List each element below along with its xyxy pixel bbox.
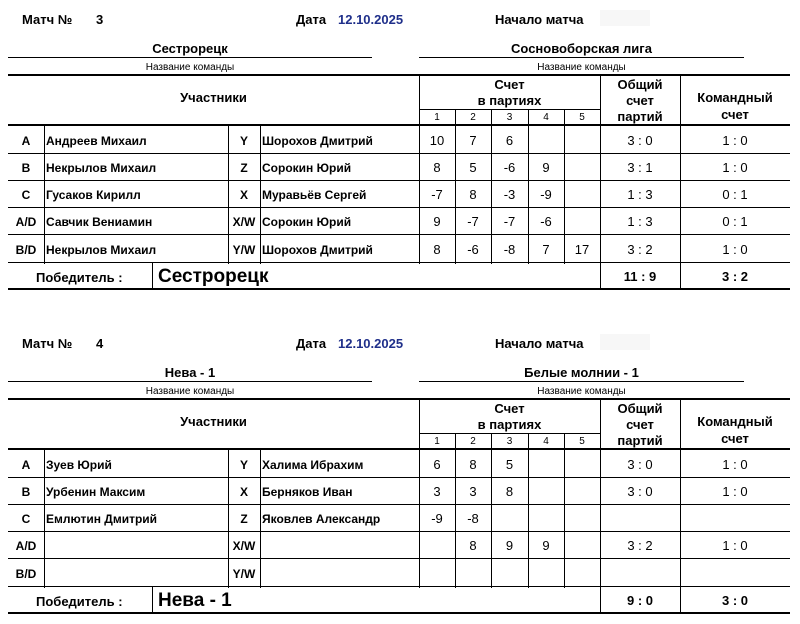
total-sets-score: 1 : 3: [627, 187, 653, 202]
match-number: 3: [96, 12, 104, 27]
left-player-letter: A/D: [15, 214, 37, 229]
set-score-5: [564, 478, 600, 505]
right-player-name: [260, 560, 419, 587]
team-point-score: 1 : 0: [722, 242, 748, 257]
table-rule: [491, 433, 492, 588]
total-sets-score: 3 : 2: [627, 242, 653, 257]
table-rule: [8, 612, 790, 614]
team-point-score: 0 : 1: [722, 214, 748, 229]
table-rule: [8, 234, 790, 235]
team-score-header-line2: счет: [721, 107, 749, 122]
total-header-line3: партий: [617, 433, 663, 448]
left-player-name: Некрылов Михаил: [46, 160, 157, 175]
table-rule: [8, 124, 790, 126]
right-player-letter: X: [239, 187, 248, 202]
set-number-4: 4: [543, 435, 549, 447]
set-score-2: 5: [469, 160, 477, 175]
left-player-letter: A: [21, 133, 31, 148]
set-number-2: 2: [470, 435, 476, 447]
team-score-header-line1: Командный: [697, 414, 773, 429]
table-rule: [152, 587, 153, 612]
table-rule: [455, 109, 456, 264]
start-time-field[interactable]: [600, 334, 650, 350]
team-point-score: 1 : 0: [722, 133, 748, 148]
total-sets-score: 1 : 3: [627, 214, 653, 229]
table-rule: [419, 398, 420, 588]
set-score-1: 8: [433, 242, 441, 257]
right-player-name: Берняков Иван: [262, 484, 353, 499]
team-point-score: 1 : 0: [722, 457, 748, 472]
team-right-name: Белые молнии - 1: [524, 365, 639, 380]
table-rule: [8, 381, 372, 382]
table-rule: [600, 398, 601, 612]
left-player-name: Гусаков Кирилл: [46, 187, 141, 202]
right-player-name: Шорохов Дмитрий: [262, 242, 373, 257]
set-score-1: [419, 560, 455, 587]
set-score-2: -8: [467, 511, 479, 526]
set-score-3: -3: [503, 187, 516, 202]
total-sets-score: 3 : 0: [627, 457, 653, 472]
left-player-letter: A/D: [15, 538, 37, 553]
team-point-score: [680, 560, 790, 587]
left-player-name: Некрылов Михаил: [46, 242, 157, 257]
sets-header-line2: в партиях: [477, 417, 542, 432]
right-player-name: Шорохов Дмитрий: [262, 133, 373, 148]
sets-header-line2: в партиях: [477, 93, 542, 108]
set-score-2: -7: [467, 214, 479, 229]
set-score-4: -9: [540, 187, 552, 202]
set-score-4: [528, 505, 564, 532]
right-player-name: Халима Ибрахим: [262, 457, 364, 472]
right-player-letter: Y/W: [232, 242, 256, 257]
table-rule: [8, 398, 790, 400]
set-score-3: 6: [505, 133, 514, 148]
table-rule: [44, 448, 45, 588]
right-player-letter: Y: [239, 133, 248, 148]
team-right-caption: Название команды: [537, 386, 626, 397]
winner-name: Сестрорецк: [158, 266, 269, 287]
left-player-letter: B/D: [15, 242, 37, 257]
set-score-5: [564, 154, 600, 181]
left-player-name: Андреев Михаил: [46, 133, 147, 148]
right-player-name: Сорокин Юрий: [262, 214, 352, 229]
set-score-2: 7: [469, 133, 477, 148]
winner-total-team: 3 : 2: [721, 268, 748, 284]
winner-label: Победитель :: [36, 270, 123, 285]
left-player-letter: A: [21, 457, 31, 472]
right-player-letter: Y: [239, 457, 248, 472]
team-right-caption: Название команды: [537, 62, 626, 73]
date-label: Дата: [296, 336, 327, 351]
set-score-3: -8: [503, 242, 516, 257]
left-player-letter: B/D: [15, 566, 37, 581]
set-score-1: 3: [433, 484, 441, 499]
right-player-letter: X: [239, 484, 248, 499]
set-score-3: [491, 505, 528, 532]
table-rule: [419, 74, 420, 264]
set-score-4: [528, 451, 564, 478]
match-number-label: Матч №: [22, 336, 73, 351]
team-right-name: Сосновоборская лига: [511, 41, 652, 56]
total-header-line3: партий: [617, 109, 663, 124]
start-time-field[interactable]: [600, 10, 650, 26]
table-rule: [564, 109, 565, 264]
set-number-3: 3: [506, 435, 513, 447]
set-score-1: -9: [431, 511, 443, 526]
match-block-3: [0, 0, 800, 300]
table-rule: [528, 109, 529, 264]
team-left-caption: Название команды: [145, 62, 235, 73]
table-rule: [680, 398, 681, 612]
winner-total-team: 3 : 0: [721, 592, 748, 608]
set-score-5: 17: [574, 242, 590, 257]
set-number-5: 5: [579, 435, 585, 447]
left-player-name: [44, 532, 228, 559]
set-score-3: 5: [505, 457, 514, 472]
left-player-name: [44, 560, 228, 587]
set-number-2: 2: [470, 111, 476, 123]
set-score-2: -6: [467, 242, 479, 257]
left-player-name: Савчик Вениамин: [46, 214, 153, 229]
table-rule: [228, 448, 229, 588]
set-score-2: 8: [469, 538, 477, 553]
total-sets-score: 3 : 0: [627, 484, 653, 499]
team-left-caption: Название команды: [145, 386, 235, 397]
set-score-2: 8: [469, 187, 477, 202]
total-sets-score: 3 : 1: [627, 160, 653, 175]
table-rule: [491, 109, 492, 264]
team-point-score: [680, 505, 790, 532]
set-score-1: [419, 532, 455, 559]
set-score-5: [564, 532, 600, 559]
right-player-letter: Y/W: [232, 566, 256, 581]
left-player-letter: C: [21, 187, 31, 202]
team-score-header-line1: Командный: [697, 90, 773, 105]
total-header-line1: Общий: [617, 401, 663, 416]
set-score-3: -6: [503, 160, 516, 175]
total-sets-score: 3 : 2: [627, 538, 653, 553]
set-number-3: 3: [506, 111, 513, 123]
right-player-letter: Z: [240, 511, 248, 526]
set-score-4: [528, 127, 564, 154]
table-rule: [8, 448, 790, 450]
team-point-score: 0 : 1: [722, 187, 748, 202]
team-point-score: 1 : 0: [722, 538, 748, 553]
table-rule: [528, 433, 529, 588]
set-score-4: [528, 478, 564, 505]
table-rule: [419, 381, 744, 382]
table-rule: [8, 288, 790, 290]
right-player-name: Муравьёв Сергей: [262, 187, 367, 202]
set-number-4: 4: [543, 111, 549, 123]
participants-header: Участники: [180, 90, 247, 105]
table-rule: [455, 433, 456, 588]
set-score-5: [564, 181, 600, 208]
set-score-2: 8: [469, 457, 477, 472]
set-score-3: [491, 560, 528, 587]
table-rule: [8, 57, 372, 58]
total-sets-score: 3 : 0: [627, 133, 653, 148]
set-score-1: 10: [429, 133, 445, 148]
set-score-4: 9: [542, 160, 550, 175]
match-number: 4: [96, 336, 104, 351]
set-score-2: [455, 560, 491, 587]
left-player-name: Зуев Юрий: [46, 457, 112, 472]
match-date: 12.10.2025: [338, 336, 404, 351]
set-score-5: [564, 127, 600, 154]
left-player-letter: C: [21, 511, 31, 526]
total-sets-score: [600, 560, 680, 587]
right-player-letter: X/W: [232, 538, 256, 553]
set-number-5: 5: [579, 111, 585, 123]
start-time-label: Начало матча: [495, 336, 584, 351]
table-rule: [600, 74, 601, 288]
table-rule: [260, 448, 261, 588]
team-left-name: Нева - 1: [164, 365, 216, 380]
set-score-1: -7: [431, 187, 443, 202]
right-player-name: Сорокин Юрий: [262, 160, 352, 175]
right-player-letter: X/W: [232, 214, 256, 229]
left-player-name: Емлютин Дмитрий: [46, 511, 158, 526]
table-rule: [680, 74, 681, 288]
set-score-4: [528, 560, 564, 587]
right-player-letter: Z: [240, 160, 248, 175]
set-score-2: 3: [469, 484, 477, 499]
table-rule: [419, 57, 744, 58]
match-block-4: [0, 324, 800, 624]
date-label: Дата: [296, 12, 327, 27]
right-player-name: [260, 532, 419, 559]
table-rule: [8, 558, 790, 559]
set-score-1: 9: [433, 214, 441, 229]
set-score-5: [564, 451, 600, 478]
team-left-name: Сестрорецк: [152, 41, 228, 56]
table-rule: [564, 433, 565, 588]
participants-header: Участники: [180, 414, 247, 429]
winner-total-sets: 9 : 0: [626, 592, 653, 608]
team-point-score: 1 : 0: [722, 160, 748, 175]
left-player-letter: B: [21, 160, 31, 175]
total-header-line2: счет: [626, 417, 654, 432]
match-number-label: Матч №: [22, 12, 73, 27]
start-time-label: Начало матча: [495, 12, 584, 27]
winner-name: Нева - 1: [158, 590, 232, 611]
set-score-4: 7: [542, 242, 550, 257]
set-score-5: [564, 208, 600, 235]
left-player-name: Урбенин Максим: [46, 484, 146, 499]
total-sets-score: [600, 505, 680, 532]
set-score-5: [564, 560, 600, 587]
set-score-3: 9: [505, 538, 514, 553]
sets-header-line1: Счет: [494, 77, 525, 92]
set-number-1: 1: [434, 435, 440, 447]
left-player-letter: B: [21, 484, 31, 499]
team-score-header-line2: счет: [721, 431, 749, 446]
total-header-line1: Общий: [617, 77, 663, 92]
team-point-score: 1 : 0: [722, 484, 748, 499]
table-rule: [152, 263, 153, 288]
total-header-line2: счет: [626, 93, 654, 108]
winner-total-sets: 11 : 9: [623, 268, 657, 284]
table-rule: [44, 124, 45, 264]
table-rule: [8, 74, 790, 76]
table-rule: [228, 124, 229, 264]
set-score-1: 6: [433, 457, 441, 472]
match-date: 12.10.2025: [338, 12, 404, 27]
set-score-4: -6: [540, 214, 552, 229]
table-rule: [260, 124, 261, 264]
set-score-3: -7: [503, 214, 516, 229]
sets-header-line1: Счет: [494, 401, 525, 416]
set-score-1: 8: [433, 160, 441, 175]
winner-label: Победитель :: [36, 594, 123, 609]
set-score-3: 8: [505, 484, 514, 499]
set-score-4: 9: [542, 538, 550, 553]
set-number-1: 1: [434, 111, 440, 123]
right-player-name: Яковлев Александр: [262, 511, 381, 526]
set-score-5: [564, 505, 600, 532]
